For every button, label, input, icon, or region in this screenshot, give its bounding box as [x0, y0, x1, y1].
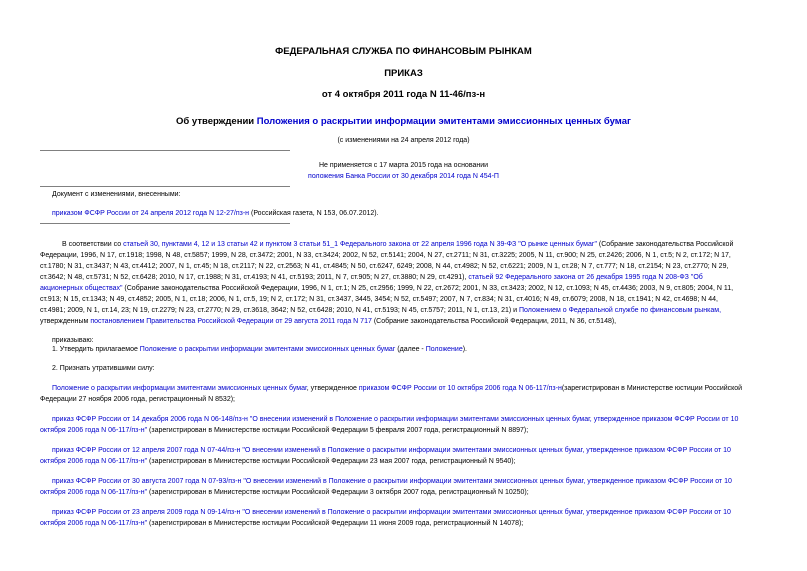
repealed-item	[52, 446, 780, 456]
preamble-line	[62, 240, 780, 250]
text: (зарегистрирован в Министерстве юстиции Российской Федерации 3 октября 2007 года, регистрационный N 10250);	[147, 489, 529, 496]
preamble-line	[40, 317, 780, 327]
order-link[interactable]: приказ ФСФР России от 23 апреля 2009 года N 09-14/пз-н "О внесении изменений в Положение о раскрытии информации эмитентами эмиссионных ценных бумаг, утвержденное приказом ФСФР России от 10	[52, 509, 731, 516]
item-1	[52, 345, 792, 355]
law-link[interactable]: акционерных обществах"	[40, 285, 123, 292]
text: ).	[462, 346, 467, 353]
divider	[40, 186, 290, 187]
order-link[interactable]: октября 2006 года N 06-117/пз-н"	[40, 458, 148, 465]
repealed-item-cont	[40, 457, 780, 467]
agency-heading: ФЕДЕРАЛЬНАЯ СЛУЖБА ПО ФИНАНСОВЫМ РЫНКАМ	[275, 46, 532, 57]
text: ст.4981; 2009, N 1, ст.14, 23; N 19, ст.2279; N 23, ст.2770; N 29, ст.3618, 3642; N 52, ст.6428; 2010, N 41, ст.5193; N 45, ст.5757; 2011, N 1, ст.13, 21) и	[40, 307, 520, 314]
decree-link[interactable]: постановлением Правительства Российской Федерации от 29 августа 2011 года N 717	[90, 318, 372, 325]
changes-link[interactable]: приказом ФСФР России от 24 апреля 2012 года N 12-27/пз-н	[52, 210, 250, 217]
repealed-item	[52, 384, 780, 394]
text: (далее -	[395, 346, 426, 353]
text: утвержденным	[40, 318, 91, 325]
text: , утвержденное	[306, 385, 359, 392]
order-link[interactable]: октября 2006 года N 06-117/пз-н"	[40, 427, 148, 434]
title-prefix: Об утверждении	[176, 116, 257, 127]
preamble-line	[40, 306, 780, 316]
repealed-item-cont	[40, 519, 780, 529]
preamble-line: ст.1780; N 31, ст.3437; N 43, ст.4412; 2007, N 1, ст.45; N 18, ст.2117; N 22, ст.2563; N 41, ст.4845; N 50, ст.6247, 6249; 2008, N 44, ст.4982; N 52, ст.6221; 2009, N 1, ст.28; N 7, ст.777; N 18, ст.2154; N 23, ст.2770; N 29,	[40, 263, 729, 270]
repealed-item	[52, 415, 780, 425]
text: (зарегистрирован в Министерстве юстиции Российской Федерации 5 февраля 2007 года, регистрационный N 8897);	[147, 427, 529, 434]
item-2: 2. Признать утратившими силу:	[52, 365, 155, 372]
changes-line	[52, 209, 792, 219]
date-number-heading: от 4 октября 2011 года N 11-46/пз-н	[321, 89, 486, 100]
text: (Собрание законодательства Российской Федерации, 2011, N 36, ст.5148),	[371, 318, 617, 325]
order-link[interactable]: приказом ФСФР России от 10 октября 2006 года N 06-117/пз-н	[358, 385, 562, 392]
text: (Собрание законодательства Российской	[596, 241, 734, 248]
repealed-link[interactable]: Положение о раскрытии информации эмитентами эмиссионных ценных бумаг	[52, 385, 307, 392]
order-link[interactable]: приказ ФСФР России от 30 августа 2007 года N 07-93/пз-н "О внесении изменений в Положение о раскрытии информации эмитентами эмиссионных ценных бумаг, утвержденное приказом ФСФР России от 10	[52, 478, 732, 485]
changes-suffix: (Российская газета, N 153, 06.07.2012).	[249, 210, 379, 217]
divider	[40, 223, 290, 224]
revision-note: (с изменениями на 24 апреля 2012 года)	[337, 137, 470, 144]
order-link[interactable]: приказ ФСФР России от 14 декабря 2006 года N 06-148/пз-н "О внесении изменений в Положение о раскрытии информации эмитентами эмиссионных ценных бумаг, утвержденное приказом ФСФР России от 10	[52, 416, 739, 423]
repealed-item-cont	[40, 426, 780, 436]
repealed-item	[52, 477, 780, 487]
order-word: приказываю:	[52, 337, 94, 344]
document-title	[0, 116, 807, 127]
law-link[interactable]: статьей 92 Федерального закона от 26 декабря 1995 года N 208-ФЗ "Об	[468, 274, 703, 281]
text: 1. Утвердить прилагаемое	[52, 346, 140, 353]
regulation-link[interactable]: Положением о Федеральной службе по финансовым рынкам,	[519, 307, 722, 314]
order-link[interactable]: октября 2006 года N 06-117/пз-н"	[40, 520, 148, 527]
text: В соответствии со	[62, 241, 124, 248]
preamble-line	[40, 284, 780, 294]
status-line-2	[0, 173, 807, 180]
repealed-item	[52, 508, 780, 518]
doc-type-heading: ПРИКАЗ	[384, 68, 423, 79]
status-link[interactable]: положения Банка России от 30 декабря 2014 года N 454-П	[308, 173, 499, 180]
regulation-link[interactable]: Положение о раскрытии информации эмитентами эмиссионных ценных бумаг	[139, 346, 396, 353]
order-link[interactable]: октября 2006 года N 06-117/пз-н"	[40, 489, 148, 496]
text: (зарегистрирован в Министерстве юстиции Российской Федерации 11 июня 2009 года, регистрационный N 14078);	[147, 520, 524, 527]
changes-label: Документ с изменениями, внесенными:	[52, 191, 181, 198]
preamble-line	[40, 273, 780, 283]
text: (Собрание законодательства Российской Федерации, 1996, N 1, ст.1; N 25, ст.2956; 1999, N 22, ст.2672; 2001, N 33, ст.3423; 2002, N 12, ст.1093; N 45, ст.4436; 2003, N 9, ст.805; 2004, N 11,	[122, 285, 734, 292]
order-link[interactable]: приказ ФСФР России от 12 апреля 2007 года N 07-44/пз-н "О внесении изменений в Положение о раскрытии информации эмитентами эмиссионных ценных бумаг, утвержденное приказом ФСФР России от 10	[52, 447, 731, 454]
repealed-item-cont	[40, 488, 780, 498]
status-line-1: Не применяется с 17 марта 2015 года на основании	[318, 162, 489, 169]
title-link[interactable]: Положения о раскрытии информации эмитентами эмиссионных ценных бумаг	[256, 116, 631, 127]
law-link[interactable]: статьей 30, пунктами 4, 12 и 13 статьи 42 и пунктом 3 статьи 51_1 Федерального закона от 22 апреля 1996 года N 39-ФЗ "О рынке ценных бумаг"	[123, 241, 597, 248]
text: (зарегистрирован в Министерстве юстиции Российской Федерации 23 мая 2007 года, регистрационный N 9540);	[147, 458, 516, 465]
text: ст.3642; N 48, ст.5731; N 52, ст.6428; 2010, N 17, ст.1988; N 31, ст.4193; N 41, ст.5193; 2011, N 7, ст.905; N 27, ст.3880; N 29, ст.4291),	[40, 274, 469, 281]
repealed-item-cont: Федерации 27 ноября 2006 года, регистрационный N 8532);	[40, 396, 235, 403]
regulation-short-link[interactable]: Положение	[425, 346, 463, 353]
preamble-line: ст.913; N 15, ст.1343; N 49, ст.4852; 2005, N 1, ст.18; 2006, N 1, ст.5, 19; N 2, ст.172; N 31, ст.3437, 3445, 3454; N 52, ст.5497; 2007, N 7, ст.834; N 31, ст.4016; N 49, ст.6079; 2008, N 18, ст.1941; N 42, ст.4698; N 44,	[40, 296, 718, 303]
divider	[40, 150, 290, 151]
preamble-line: Федерации, 1996, N 17, ст.1918; 1998, N 48, ст.5857; 1999, N 28, ст.3472; 2001, N 33, ст.3424; 2002, N 52, ст.5141; 2004, N 27, ст.2711; N 31, ст.3225; 2005, N 11, ст.900; N 25, ст.2426; 2006, N 1, ст.5; N 2, ст.172; N 17,	[40, 252, 731, 259]
text: (зарегистрирован в Министерстве юстиции Российской	[561, 385, 743, 392]
